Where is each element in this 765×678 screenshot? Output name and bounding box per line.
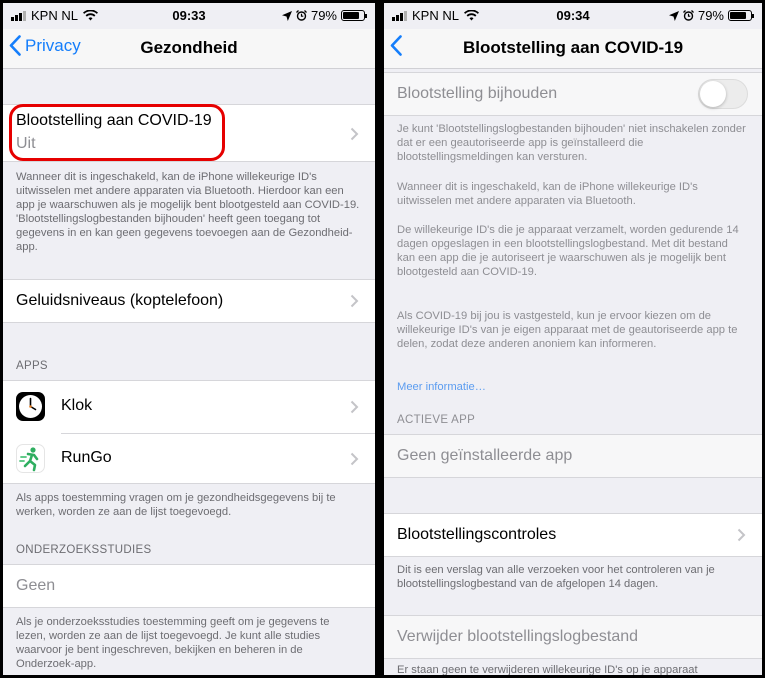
studies-cell <box>3 564 375 608</box>
carrier-label: KPN NL <box>412 8 459 23</box>
exposure-logging-cell <box>384 72 762 116</box>
exposure-checks-footer: Dit is een verslag van alle verzoeken voor het controleren van je blootstellingslogbestand van de afgelopen 14 dagen. <box>397 564 715 590</box>
active-app-section-header: ACTIEVE APP <box>397 414 476 426</box>
chevron-right-icon <box>350 400 359 414</box>
battery-percent: 79% <box>310 8 337 23</box>
covid-footer-text: Wanneer dit is ingeschakeld, kan de iPhone willekeurige ID's uitwisselen met andere apparaten via Bluetooth. Hierdoor kan een app je waarschuwen als je mogelijk bent blootgesteld aan COVID-19. 'Blootstellingslogbestanden bijhouden' heeft geen toegang tot gegevens in en kan geen gegevens toevoegen aan de Gezondheid-app. <box>16 171 360 253</box>
app-name-klok: Klok <box>61 397 93 414</box>
page-title: Blootstelling aan COVID-19 <box>462 38 684 57</box>
info-paragraph-2: Wanneer dit is ingeschakeld, kan de iPhone willekeurige ID's uitwisselen met andere apparaten via Bluetooth. <box>397 181 698 207</box>
info-paragraph-4: Als COVID-19 bij jou is vastgesteld, kun je ervoor kiezen om de willekeurige ID's van je eigen apparaat met de geautoriseerde app te delen, zodat deze anderen anoniem kan informeren. <box>397 310 738 350</box>
exposure-checks-cell[interactable] <box>384 513 762 557</box>
status-time: 09:34 <box>556 8 590 23</box>
battery-icon <box>728 10 752 21</box>
alarm-icon <box>683 10 694 21</box>
right-phone-screen <box>381 0 765 678</box>
location-icon <box>282 11 292 21</box>
carrier-label: KPN NL <box>31 8 78 23</box>
apps-footer-text: Als apps toestemming vragen om je gezondheidsgegevens bij te werken, worden ze aan de lijst toegevoegd. <box>16 492 336 518</box>
status-bar <box>3 3 375 29</box>
app-row-klok[interactable] <box>3 381 375 433</box>
app-row-rungo[interactable] <box>3 433 375 485</box>
page-title: Gezondheid <box>140 38 238 57</box>
app-name-rungo: RunGo <box>61 449 112 466</box>
exposure-logging-label: Blootstelling bijhouden <box>397 85 558 102</box>
delete-log-cell <box>384 615 762 659</box>
battery-percent: 79% <box>697 8 724 23</box>
back-label: Privacy <box>25 35 81 55</box>
delete-log-label: Verwijder blootstellingslogbestand <box>397 628 639 645</box>
chevron-right-icon <box>350 294 359 308</box>
status-time: 09:33 <box>172 8 206 23</box>
clock-icon <box>16 392 45 421</box>
chevron-right-icon <box>350 127 359 141</box>
more-info-link[interactable]: Meer informatie… <box>397 381 486 393</box>
covid-exposure-value: Uit <box>16 135 36 152</box>
battery-icon <box>341 10 365 21</box>
apps-list <box>3 380 375 484</box>
rungo-icon <box>16 444 45 473</box>
active-app-value: Geen geïnstalleerde app <box>397 447 573 464</box>
studies-value: Geen <box>16 577 56 594</box>
red-highlight-circle <box>9 104 225 161</box>
chevron-right-icon <box>737 528 746 542</box>
info-paragraph-3: De willekeurige ID's die je apparaat verzamelt, worden gedurende 14 dagen opgeslagen in een blootstellingslogbestand. Met dit bestand kan een app die je autoriseert je waarschuwen als je mogelijk bent blootgesteld aan COVID-19. <box>397 224 739 278</box>
delete-log-footer: Er staan geen te verwijderen willekeurige ID's op je apparaat <box>397 664 698 676</box>
exposure-checks-label: Blootstellingscontroles <box>397 526 557 543</box>
covid-exposure-title: Blootstelling aan COVID-19 <box>16 112 212 129</box>
location-icon <box>669 11 679 21</box>
info-paragraph-1: Je kunt 'Blootstellingslogbestanden bijhouden' niet inschakelen zonder dat er een geautoriseerde app is geïnstalleerd die blootstellingsmeldingen kan versturen. <box>397 123 746 163</box>
studies-footer-text: Als je onderzoeksstudies toestemming geeft om je gegevens te lezen, worden ze aan de lijst toegevoegd. Je kunt alle studies waarvoor je bent ingeschreven, bekijken en beheren in de Onderzoek-app. <box>16 616 330 670</box>
exposure-logging-toggle[interactable] <box>698 79 748 109</box>
navigation-bar <box>3 29 375 69</box>
audio-levels-label: Geluidsniveaus (koptelefoon) <box>16 292 224 309</box>
apps-section-header: APPS <box>16 360 48 372</box>
left-phone-screen <box>0 0 378 678</box>
navigation-bar <box>384 29 762 69</box>
active-app-cell <box>384 434 762 478</box>
audio-levels-cell[interactable] <box>3 279 375 323</box>
status-bar <box>384 3 762 29</box>
alarm-icon <box>296 10 307 21</box>
studies-section-header: ONDERZOEKSSTUDIES <box>16 544 152 556</box>
chevron-right-icon <box>350 452 359 466</box>
